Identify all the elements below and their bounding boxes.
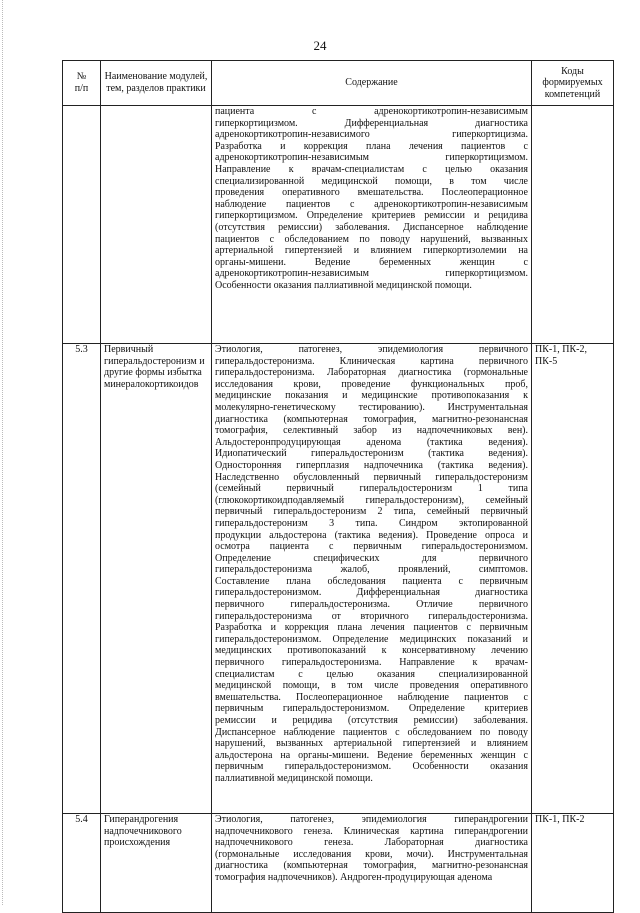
content-line: Односторонняя гиперплазия надпочечника (тактика ведения). — [215, 459, 528, 471]
content-line: артериальной гипертензией и влиянием гиперкортизолемии на — [215, 245, 528, 257]
content-line: первичного гиперальдостеронизма. Отличие первичного — [215, 599, 528, 611]
content-line: надпочечникового генеза. Клиническая картина гиперандрогении — [215, 825, 528, 837]
content-line: Наследственно обусловленный первичный гиперальдостеронизм — [215, 471, 528, 483]
content-line: томография надпочечников). Андроген-продуцирующая аденома — [215, 871, 493, 883]
content-line: первичного гиперальдостеронизма. Направление к врачам- — [215, 657, 528, 669]
page-number: 24 — [313, 38, 327, 53]
content-line: Определение специфических для первичного — [215, 552, 528, 564]
content-line: (семейный первичный гиперальдостеронизм 1 типа — [215, 483, 528, 495]
content-line: ремиссии и рецидива (отсутствия ремиссии) заболевания. — [215, 715, 528, 726]
content-line: специалистам с целью оказания специализированной — [215, 668, 528, 680]
content-line: органы-мишени. Ведение беременных женщин с — [215, 256, 528, 268]
content-line: Направление к врачам-специалистам с целью оказания — [215, 163, 528, 175]
content-line: альдостерона на органы-мишени. Ведение беременных женщин с — [215, 749, 528, 761]
content-line: исследования крови, проведение функциональных проб, — [215, 378, 528, 390]
content-line: (гормональные исследования крови, мочи). Инструментальная — [215, 848, 528, 860]
content-line: вмешательства. Послеоперационное наблюдение пациентов с — [215, 691, 528, 703]
header-number: № п/п — [63, 61, 101, 106]
content-line: диагностика (компьютерная томография, магнитно-резонансная — [215, 860, 528, 872]
row-number: 5.3 — [63, 344, 101, 814]
header-content: Содержание — [212, 61, 532, 106]
content-line: нарушений, вызванных артериальной гипертензией и влиянием — [215, 738, 528, 750]
content-line: (глюкокортикоидподавляемый гиперальдостеронизм), семейный — [215, 494, 528, 506]
table-header-row — [63, 61, 614, 106]
content-line: адренокортикотропин-независимого гиперкортицизма. — [215, 129, 528, 141]
row-module-name — [101, 106, 212, 344]
content-line: диагностика (компьютерная томография, магнитно-резонансная — [215, 413, 528, 425]
content-line: гиперкортицизмом. Дифференциальная диагностика — [215, 117, 528, 129]
content-line: Особенности оказания паллиативной медицинской помощи. — [215, 279, 472, 291]
content-line: наблюдение пациентов с адренокортикотропин-независимым — [215, 198, 528, 210]
row-number: 5.4 — [63, 814, 101, 913]
content-line: гиперкортицизмом. Определение критериев ремиссии и рецидива — [215, 210, 528, 222]
content-line: специализированной медицинской помощи, в том числе — [215, 175, 528, 187]
content-line: проведения оперативного вмешательства. Послеоперационное — [215, 187, 528, 199]
content-line: адренокортикотропин-независимым гиперкортицизмом. — [215, 268, 528, 280]
content-line: медицинской помощи, в том числе проведения оперативного — [215, 680, 528, 692]
content-line: первичным гиперальдостеронизмом. Определение критериев — [215, 703, 528, 715]
content-line: Разработка и коррекция плана лечения пациентов с первичным — [215, 622, 528, 634]
content-line: Этиология, патогенез, эпидемиология первичного — [215, 344, 528, 355]
row-module-name: Гиперандрогения надпочечникового происхождения — [101, 814, 212, 913]
content-line: медицинские показания и медицинские противопоказания к — [215, 390, 528, 402]
row-number — [63, 106, 101, 344]
content-line: Диспансерное наблюдение пациентов с обследованием по поводу — [215, 726, 528, 738]
content-line: гиперальдостеронизма. Лабораторная диагностика (гормональные — [215, 367, 528, 379]
content-line: Альдостеронпродуцирующая аденома (тактика ведения). — [215, 436, 528, 448]
row-competence-codes: ПК-1, ПК-2, ПК-5 — [532, 344, 614, 814]
content-line: пациента с адренокортикотропин-независимым — [215, 106, 528, 117]
table-row — [63, 344, 614, 814]
content-line: гиперальдостеронизмом. Определение медицинских показаний и — [215, 633, 528, 645]
content-line: Этиология, патогенез, эпидемиология гиперандрогении — [215, 814, 528, 825]
content-line: молекулярно-генетическому тестированию). Инструментальная — [215, 401, 528, 413]
content-line: медицинских противопоказаний к консервативному лечению — [215, 645, 528, 657]
row-competence-codes — [532, 106, 614, 344]
row-competence-codes: ПК-1, ПК-2 — [532, 814, 614, 913]
content-line: гиперальдостеронизма жалоб, проявлений, симптомов. — [215, 564, 528, 576]
content-line: (отсутствия ремиссии) заболевания. Диспансерное наблюдение — [215, 221, 528, 233]
content-line: томография, селективный забор из надпочечниковых вен). — [215, 425, 528, 437]
content-line: адренокортикотропин-независимым гиперкортицизмом. — [215, 152, 528, 164]
content-line: гиперальдостеронизмом. Дифференциальная диагностика — [215, 587, 528, 599]
row-content — [212, 106, 532, 344]
row-content — [212, 814, 532, 913]
content-line: гиперальдостеронизма. Клиническая картина первичного — [215, 355, 528, 367]
content-line: первичный гиперальдостеронизм 2 типа, семейный первичный — [215, 506, 528, 518]
header-competence-codes: Коды формируемых компетенций — [532, 61, 614, 106]
content-line: Идиопатический гиперальдостеронизм (тактика ведения). — [215, 448, 528, 460]
content-line: первичным гиперальдостеронизмом. Особенности оказания — [215, 761, 528, 773]
content-line: гиперальдостеронизм 3 типа. Синдром эктопированной — [215, 517, 528, 529]
content-line: осмотра пациента с первичным гиперальдостеронизмом. — [215, 541, 528, 553]
content-line: продукции альдостерона (тактика ведения). Проведение опроса и — [215, 529, 528, 541]
content-line: паллиативной медицинской помощи. — [215, 772, 373, 784]
scan-edge-line — [2, 0, 4, 905]
table-row — [63, 814, 614, 913]
table-row — [63, 106, 614, 344]
content-line: Составление плана обследования пациента с первичным — [215, 575, 528, 587]
curriculum-table — [62, 60, 614, 913]
content-line: надпочечникового генеза. Лабораторная диагностика — [215, 837, 528, 849]
content-line: пациентов с обследованием по поводу нарушений, вызванных — [215, 233, 528, 245]
header-module-name: Наименование модулей, тем, разделов практики — [101, 61, 212, 106]
content-line: Разработка и коррекция плана лечения пациентов с — [215, 140, 528, 152]
content-line: гиперальдостеронизма от вторичного гиперальдостеронизма. — [215, 610, 528, 622]
row-content — [212, 344, 532, 814]
row-module-name: Первичный гиперальдостеронизм и другие формы избытка минералокортикоидов — [101, 344, 212, 814]
